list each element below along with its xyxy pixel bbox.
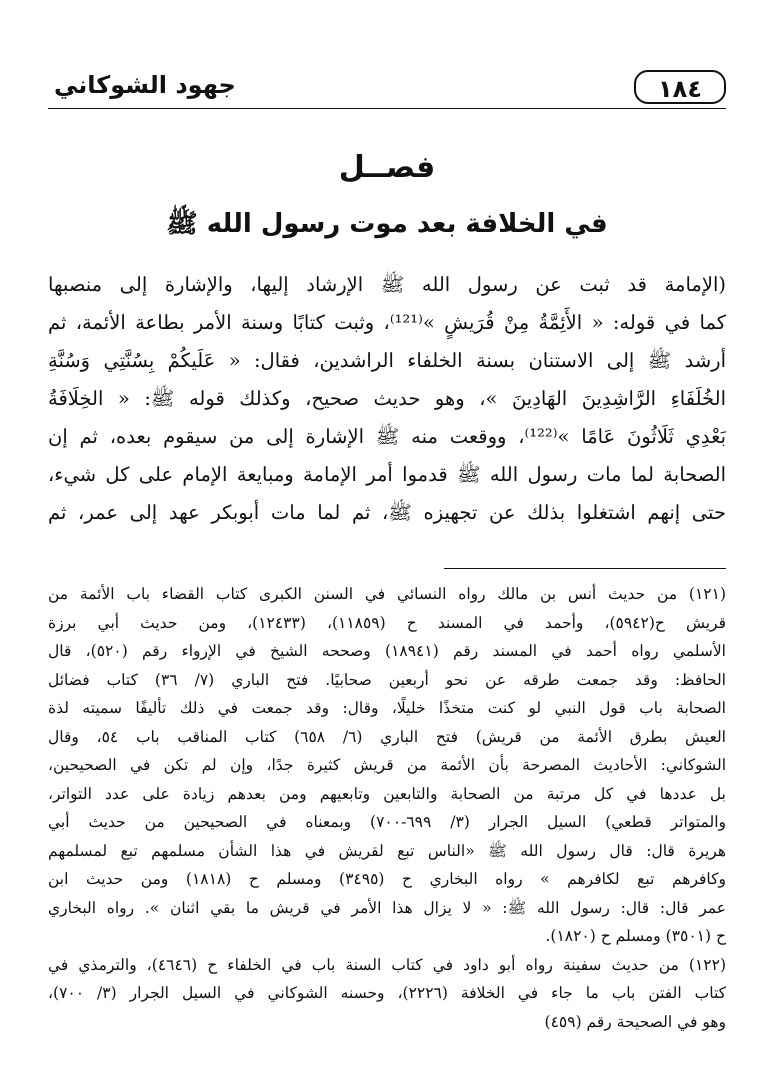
header-rule (48, 108, 726, 109)
footnote-line: بل عددها في كل مرتبة من الصحابة والتابعين وتابعيهم ومن بعدهم زيادة على عدد التواتر، (48, 784, 726, 803)
footnote-line: (١٢٢) من حديث سفينة رواه أبو داود في كتاب السنة باب في الخلفاء ح (٤٦٤٦)، والترمذي في (48, 955, 727, 974)
body-line: بَعْدِي ثَلَاثُونَ عَامًا »⁽¹²²⁾، ووقعت منه ﷺ الإشارة إلى من سيقوم بعده، ثم إن (48, 425, 727, 448)
footnote-line: والمتواتر قطعي) السيل الجرار (٣/ ٦٩٩-٧٠٠) وبمعناه في الصحيحين من حديث أبي (48, 813, 726, 831)
body-line: (الإمامة قد ثبت عن رسول الله ﷺ الإرشاد إليها، والإشارة إلى منصبها (48, 273, 726, 296)
footnote-line: عمر قال: قال: رسول الله ﷺ: « لا يزال هذا الأمر في قريش ما بقي اثنان ». رواه البخاري (48, 898, 726, 917)
section-title: فصــل (338, 150, 436, 185)
footnote-line: هريرة قال: قال رسول الله ﷺ «الناس تبع لقريش في هذا الشأن مسلمهم تبع لمسلمهم (48, 841, 726, 860)
page-header (48, 66, 726, 116)
chapter-title: في الخلافة بعد موت رسول الله ﷺ (166, 209, 608, 239)
footnote-line: كتاب الفتن باب ما جاء في الخلافة (٢٢٢٦)، وحسنه الشوكاني في السيل الجرار (٣/ ٧٠٠)، (48, 984, 727, 1002)
footnote-line: وهو في الصحيحة رقم (٤٥٩) (544, 1012, 726, 1031)
page-number: ١٨٤ (634, 70, 726, 104)
footnote-line: الأسلمي رواه أحمد في المسند رقم (١٨٩٤١) وصححه الشيخ في الإرواء رقم (٥٢٠)، قال (48, 642, 726, 660)
footnote-line: الصحابة باب قول النبي لو كنت متخذًا خليلًا، وقال: وقد جمعت في ذلك تأليفًا سميته لذة (48, 699, 726, 717)
footnote-line: وكافرهم تبع لكافرهم » رواه البخاري ح (٣٤٩٥) ومسلم ح (١٨١٨) ومن حديث ابن (48, 870, 726, 888)
body-text (48, 266, 726, 532)
footnote-line: قريش ح(٥٩٤٢)، وأحمد في المسند ح (١١٨٥٩)، (١٢٤٣٣)، ومن حديث أبي برزة (48, 613, 727, 632)
footnote-separator (444, 568, 726, 569)
footnote-line: العيش بطرق الأئمة من قريش) فتح الباري (٦/ ٦٥٨) كتاب المناقب باب ٥٤، وقال (48, 727, 726, 746)
body-line: الصحابة لما مات رسول الله ﷺ قدموا أمر الإمامة ومبايعة الإمام على كل شيء، (48, 463, 726, 486)
footnotes (48, 580, 726, 1036)
footnote-line: ح (٣٥٠١) ومسلم ح (١٨٢٠). (545, 927, 726, 945)
body-line: الخُلَفَاءِ الرَّاشِدِينَ الهَادِينَ »، وهو حديث صحيح، وكذلك قوله ﷺ: « الخِلَافَةُ (48, 387, 726, 410)
running-head: جهود الشوكاني (48, 70, 242, 100)
body-line: كما في قوله: « الأَئِمَّةُ مِنْ قُرَيشٍ »⁽¹²¹⁾، وثبت كتابًا وسنة الأمر بطاعة الأئمة، ثم (48, 311, 727, 334)
body-line: أرشد ﷺ إلى الاستنان بسنة الخلفاء الراشدين، فقال: « عَلَيكُمْ بِسُنَّتِي وَسُنَّةِ (48, 349, 726, 372)
body-line: حتى إنهم اشتغلوا بذلك عن تجهيزه ﷺ، ثم لما مات أبوبكر عهد إلى عمر، ثم (48, 501, 726, 524)
footnote-line: (١٢١) من حديث أنس بن مالك رواه النسائي في السنن الكبرى كتاب القضاء باب الأئمة من (48, 585, 726, 603)
footnote-line: الحافظ: وقد جمعت طرقه عن نحو أربعين صحابيًا. فتح الباري (٧/ ٣٦) كتاب فضائل (48, 670, 726, 689)
footnote-line: الشوكاني: الأحاديث المصرحة بأن الأئمة من قريش كثيرة جدًا، وإن لم تكن في الصحيحين، (48, 756, 726, 774)
